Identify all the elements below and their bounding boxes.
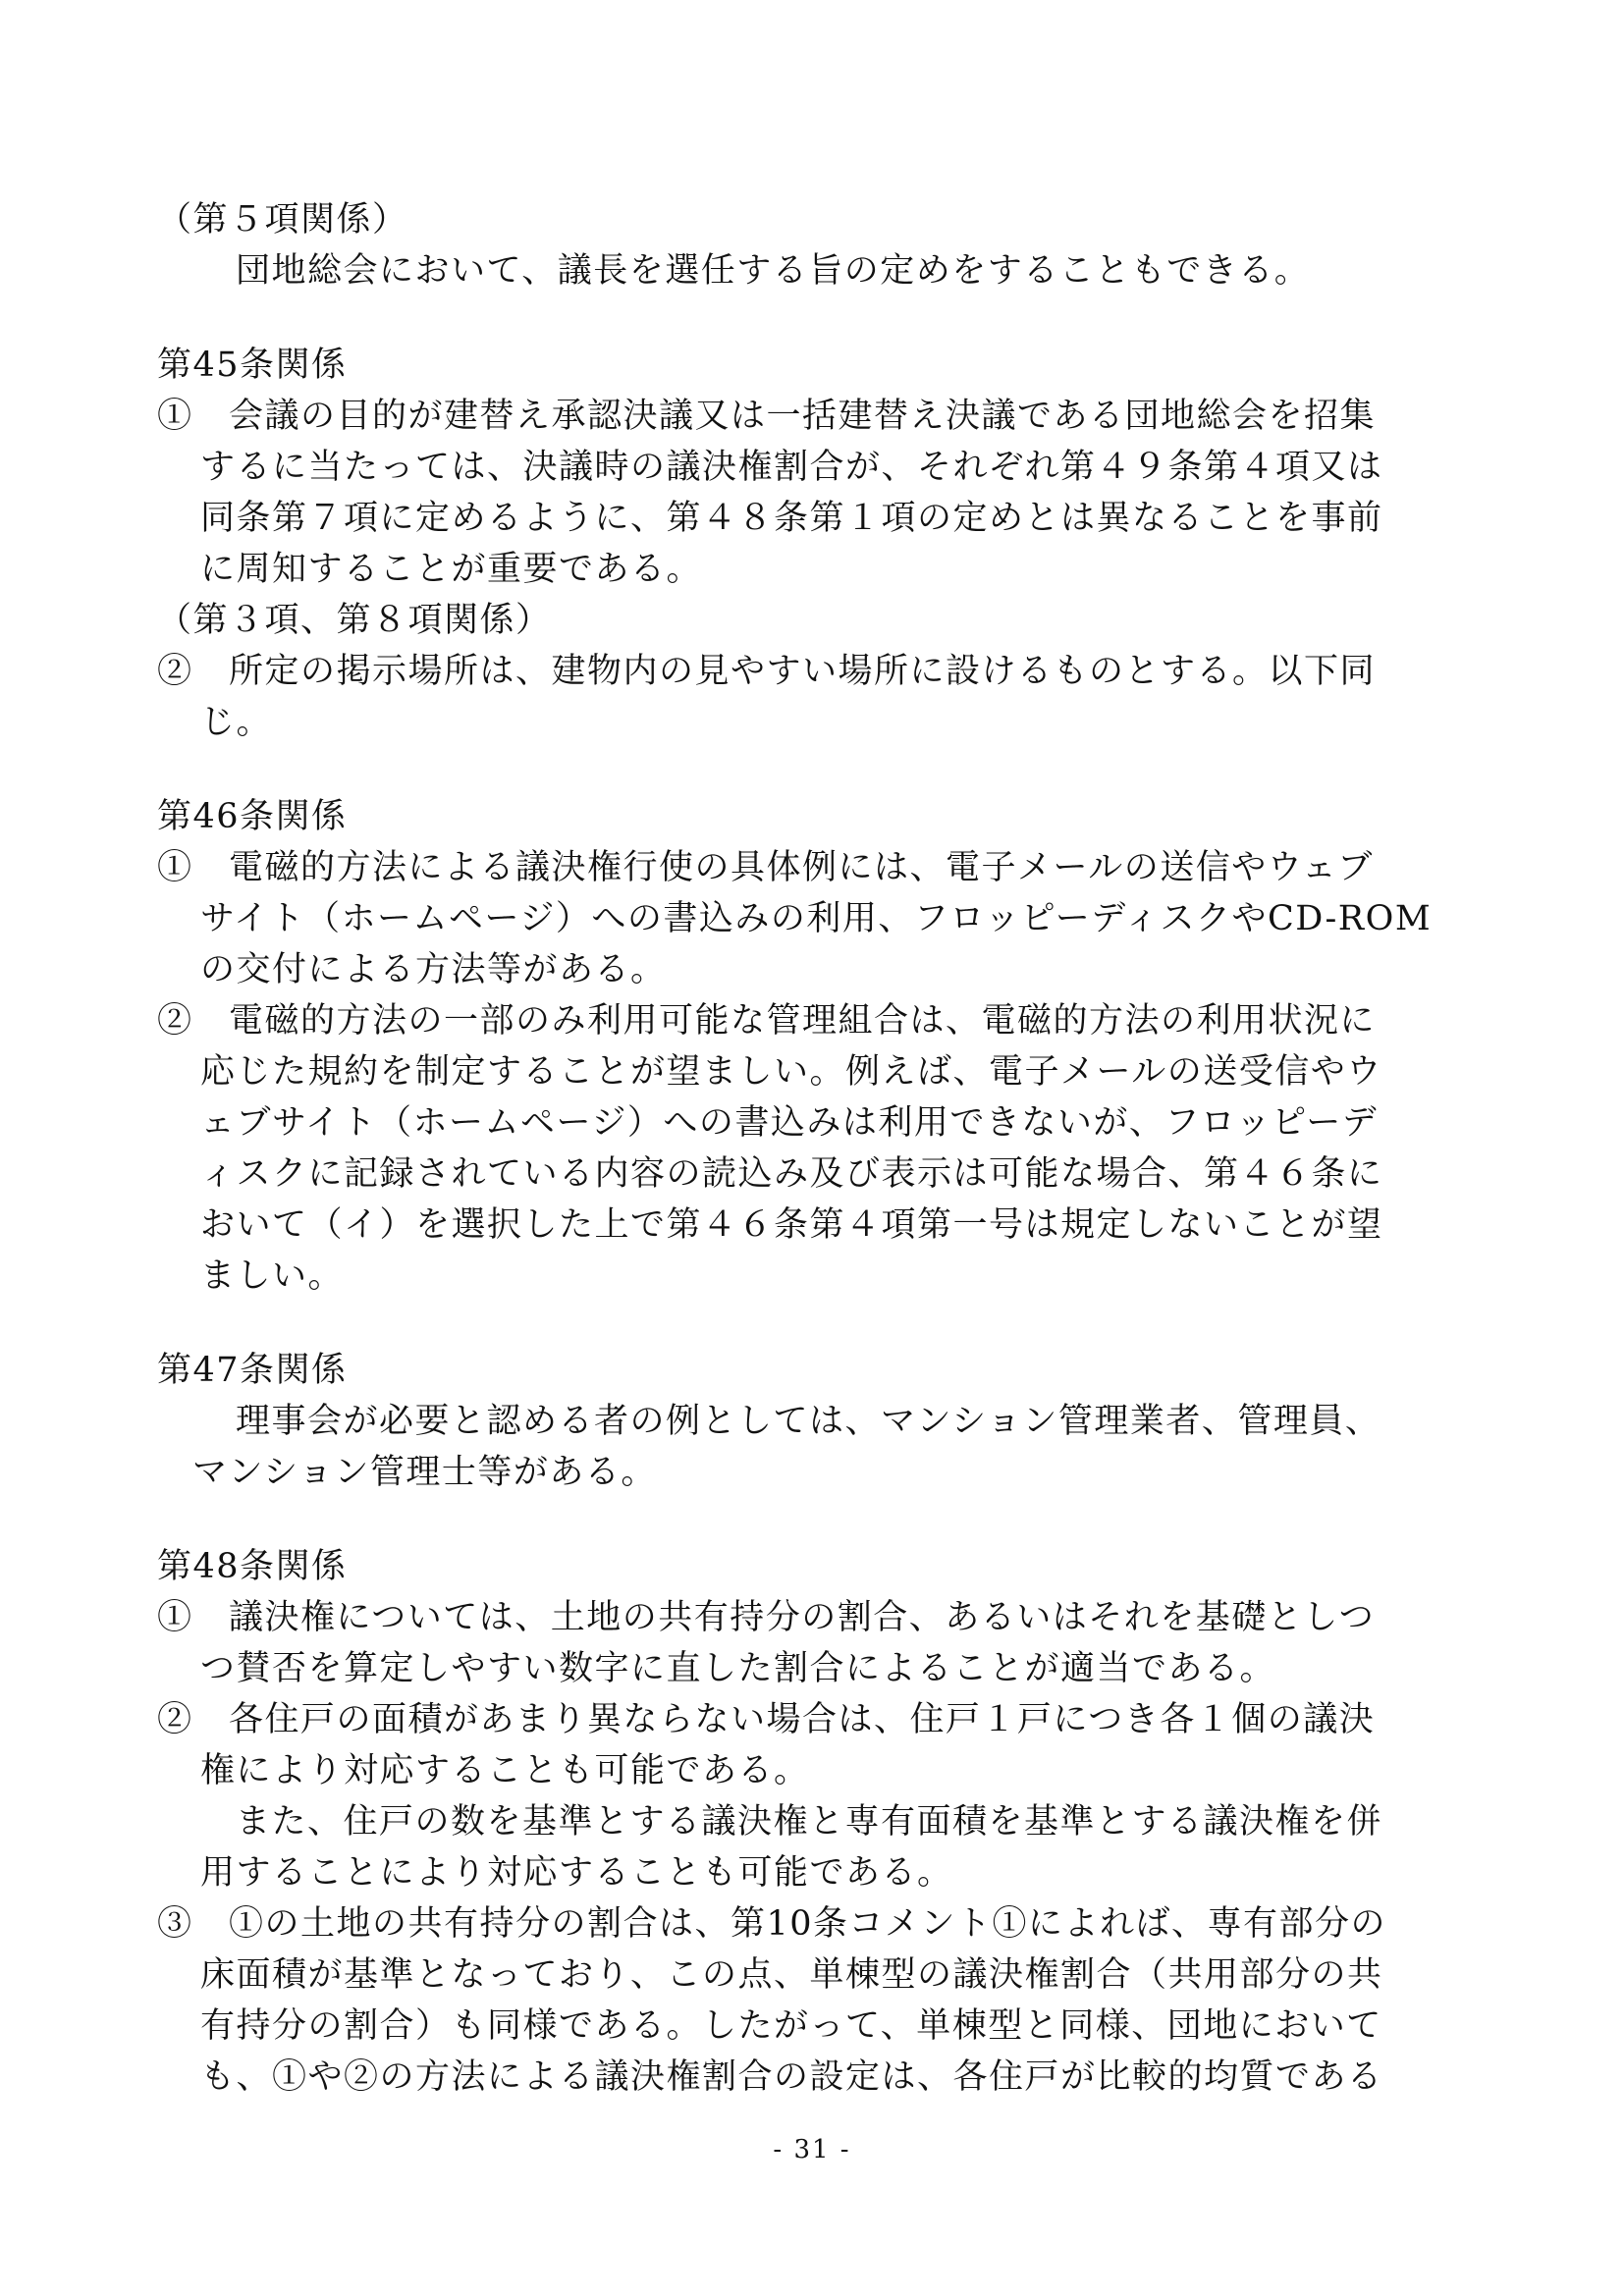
paragraph-line: サイト（ホームページ）への書込みの利用、フロッピーディスクやCD-ROM [200,899,1433,938]
page-number: - 31 - [773,2135,851,2164]
paragraph-line: つ賛否を算定しやすい数字に直した割合によることが適当である。 [200,1649,1276,1688]
paragraph-line: 同条第７項に定めるように、第４８条第１項の定めとは異なることを事前 [200,499,1383,538]
list-item-line: ② 各住戸の面積があまり異ならない場合は、住戸１戸につき各１個の議決 [157,1700,1376,1739]
paragraph-line: おいて（イ）を選択した上で第４６条第４項第一号は規定しないことが望 [200,1205,1383,1245]
section-heading-47: 第47条関係 [157,1351,348,1390]
section-heading-45: 第45条関係 [157,346,348,385]
subheading-line: （第３項、第８項関係） [157,601,552,640]
list-item-line: ① 電磁的方法による議決権行使の具体例には、電子メールの送信やウェブ [157,848,1374,887]
paragraph-line: また、住戸の数を基準とする議決権と専有面積を基準とする議決権を併 [236,1802,1383,1842]
paragraph-line: 応じた規約を制定することが望ましい。例えば、電子メールの送受信やウ [200,1052,1382,1092]
paragraph-line: 床面積が基準となっており、この点、単棟型の議決権割合（共用部分の共 [200,1955,1383,1995]
paragraph-line: ましい。 [200,1256,345,1296]
section-heading-48: 第48条関係 [157,1547,348,1586]
paragraph-line: じ。 [200,703,273,742]
paragraph-line: も、①や②の方法による議決権割合の設定は、各住戸が比較的均質である [200,2057,1383,2097]
list-item-line: ① 議決権については、土地の共有持分の割合、あるいはそれを基礎としつ [157,1598,1376,1637]
paragraph-line: ェブサイト（ホームページ）への書込みは利用できないが、フロッピーデ [200,1103,1379,1143]
section-5-subheading: （第５項関係） [157,200,408,240]
paragraph-line: に周知することが重要である。 [200,550,703,589]
list-item-line: ① 会議の目的が建替え承認決議又は一括建替え決議である団地総会を招集 [157,397,1377,436]
paragraph-line: 理事会が必要と認める者の例としては、マンション管理業者、管理員、 [236,1402,1381,1441]
list-item-line: ② 電磁的方法の一部のみ利用可能な管理組合は、電磁的方法の利用状況に [157,1001,1377,1041]
paragraph-line: の交付による方法等がある。 [200,950,667,989]
paragraph-line: 用することにより対応することも可能である。 [200,1853,953,1893]
paragraph-line: ィスクに記録されている内容の読込み及び表示は可能な場合、第４６条に [200,1154,1383,1194]
list-item-line: ③ ①の土地の共有持分の割合は、第10条コメント①によれば、専有部分の [157,1904,1387,1944]
paragraph-line: 団地総会において、議長を選任する旨の定めをすることもできる。 [236,251,1311,291]
section-heading-46: 第46条関係 [157,797,348,836]
paragraph-line: するに当たっては、決議時の議決権割合が、それぞれ第４９条第４項又は [200,448,1383,487]
list-item-line: ② 所定の掲示場所は、建物内の見やすい場所に設けるものとする。以下同 [157,652,1377,691]
paragraph-line: 権により対応することも可能である。 [200,1751,810,1790]
paragraph-line: 有持分の割合）も同様である。したがって、単棟型と同様、団地において [200,2006,1382,2046]
paragraph-line: マンション管理士等がある。 [192,1453,657,1492]
